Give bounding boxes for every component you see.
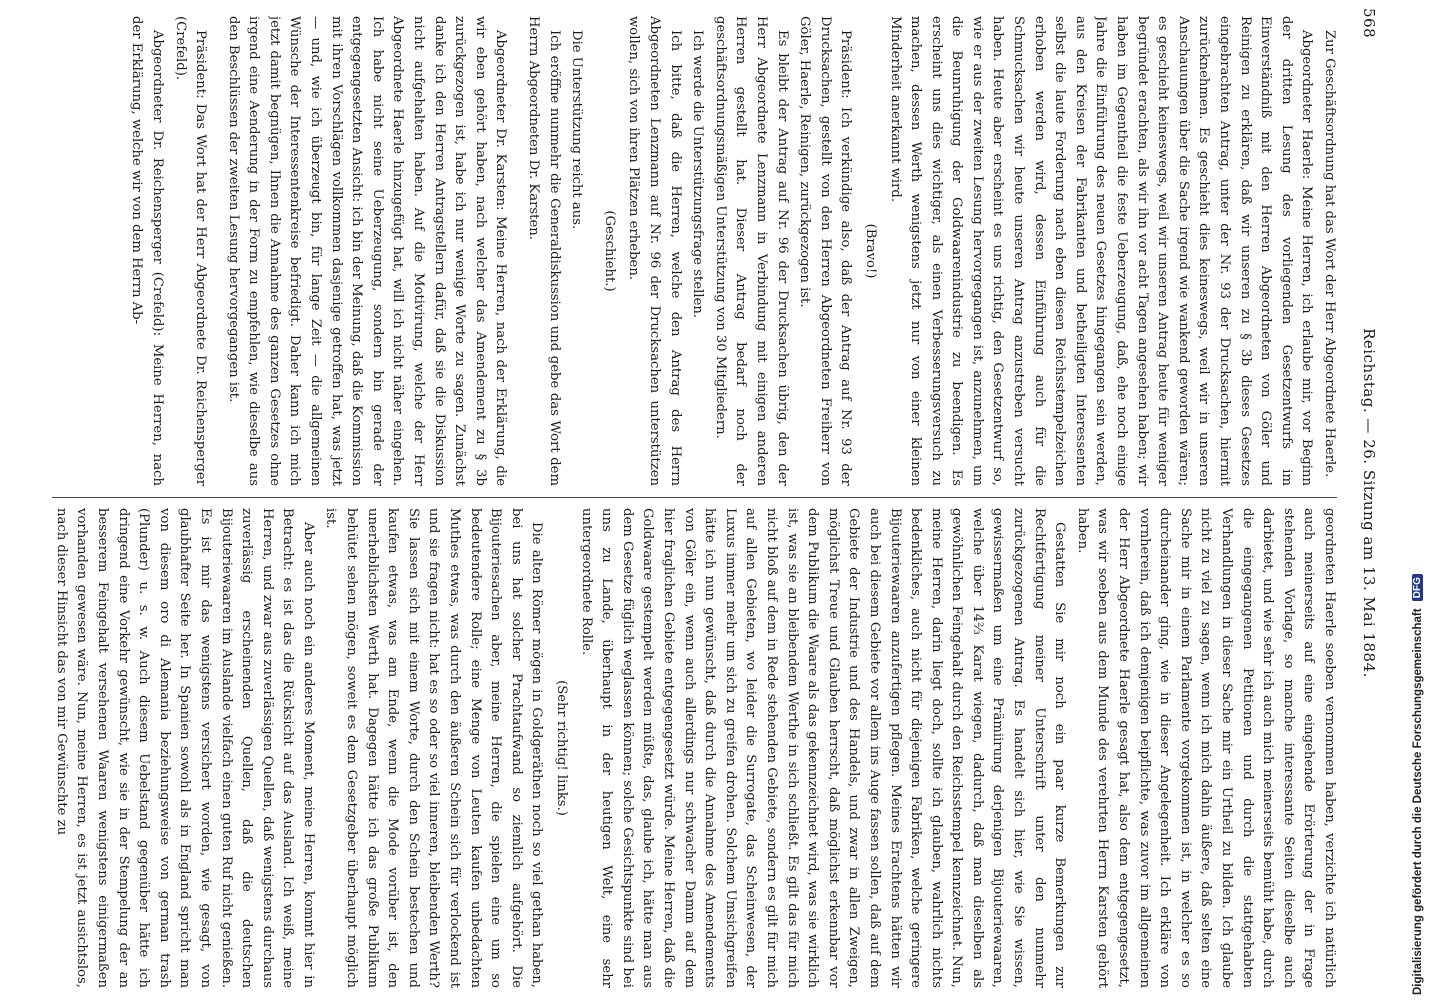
paragraph: Ich eröffne nunmehr die Generaldiskussion und gebe das Wort dem Herrn Abgeordneten Dr. Karsten.	[526, 16, 562, 486]
paragraph: Abgeordneter Dr. Karsten: Meine Herren, nach der Erklärung, die wir eben gehört haben, nach welcher das Amendement zu § 3b zurückgezogen ist, habe ich nur wenige Worte zu sagen. Zunächst danke ich den Herren Antragstellern dafür, daß sie die Diskussion nicht aufgehalten haben. Auf die Motivirung, welche der Herr Abgeordnete Haerle hinzugefügt hat, will ich nicht näher eingehen. Ich habe nicht seine Ueberzeugung, sondern bin gerade der entgegengesetzten Ansicht: ich bin der Meinung, daß die Kommission mit ihren Vorschlägen vollkommen dasjenige getroffen hat, was jetzt — und, wie ich überzeugt bin, für lange Zeit — die allgemeinen Wünsche der Interessentenkreise befriedigt. Daher kann ich mich jetzt damit begnügen, Ihnen die Annahme des ganzen Gesetzes ohne irgend eine Aenderung in der Form zu empfehlen, wie dieselbe aus den Beschlüssen der zweiten Lesung hervorgegangen ist.	[225, 16, 509, 486]
paragraph: Ich bitte, daß die Herren, welche den Antrag des Herrn Abgeordneten Lenzmann auf Nr. 96 der Drucksachen unterstützen wollen, sich von ihren Plätzen erheben.	[626, 16, 683, 486]
dfg-logo: DFG	[1412, 574, 1423, 601]
rotated-document-page	[34, 8, 1389, 998]
interjection: (Geschieht.)	[601, 210, 617, 292]
paragraph: Aber auch noch ein anderes Moment, meine Herren, kommt hier in Betracht: es ist das die Rücksicht auf das Ausland. Ich weiß, meine Herren, und zwar aus zuverlässigen Quellen, daß wenigstens durchaus zuverlässig erscheinenden Quellen, daß die deutschen Bijouteriewaaren im Auslande vielfach einen guten Ruf nicht genießen. Es ist mir das wenigstens versichert worden, wie gesagt, von glaubhafter Seite her. In Spanien sowohl als in England spricht man von diesem oro di Alemania beziehungsweise von german trash (Plunder) u. s. w. Auch diesem Uebelstand gegenüber hätte ich dringend eine Vorkehr gewünscht, wie sie in der Stempelung der an besserem Feingehalt versehenen Waaren wenigstens einigermaßen vorhanden gewesen wäre. Nun, meine Herren, es ist jetzt ausichtslos, nach dieser Hinsicht das von mir Gewünschte zu	[53, 508, 316, 988]
column-divider	[52, 497, 1337, 498]
paragraph: Gestatten Sie mir noch ein paar kurze Bemerkungen zur Rechtfertigung meiner Unterschrift unter den nunmehr zurückgezogenen Antrag. Es handelt sich hier, wie Sie wissen, gewissermaßen um eine Prämiirung derjenigen Bijouteriewaaren, welche über 14⅔ Karat wiegen, dadurch, daß man dieselben als gewöhnlichen Feingehalt durch den Reichsstempel kennzeichnet. Nun, meine Herren, darin liegt doch, sollte ich glauben, wahrlich nichts bedenkliches, auch nicht für diejenigen Fabriken, welche geringere Bijouteriewaaren anzufertigen pflegen. Meines Erachtens hätten wir auch bei diesem Gebiete vor allem ins Auge fassen sollen, daß auf dem Gebiete der Industrie und des Handels, und zwar in allen Zweigen, möglichst Treue und Glauben herrscht, daß möglichst erkennbar vor dem Publikum die Waare als das gekennzeichnet wird, was sie wirklich ist, was sie an bleibendem Werthe in sich schließt. Es gilt das für mich nicht bloß auf dem in Rede stehenden Gebiete, sondern es gilt für mich auf allen Gebieten, wo leider die Surrogate, das Scheinwesen, der Luxus immer mehr um sich zu greifen drohen. Solchem Umsichgreifen hätte ich nun gewünscht, daß durch die Annahme des Amendements von Göler ein, wenn auch allerdings nur schwacher Damm auf dem hier fraglichen Gebiete entgegengesetzt würde. Meine Herren, daß die Goldwaare gestempelt werden müßte, das, glaube ich, hätte man aus dem Gesetze füglich weglassen können; solche Gesichtspunkte sind bei uns zu Lande, überhaupt in der heutigen Welt, eine sehr untergeordnete Rolle.	[578, 508, 1068, 988]
running-title: Reichstag. — 26. Sitzung am 13. Mai 1884.	[1360, 328, 1378, 678]
paragraph: Es bleibt der Antrag auf Nr. 96 der Drucksachen übrig, den der Herr Abgeordnete Lenzmann in Verbindung mit einigen anderen Herren gestellt hat. Dieser Antrag bedarf noch der geschäftsordnungsmäßigen Unterstützung von 30 Mitgliedern.	[712, 16, 790, 486]
page-number: 568	[1360, 8, 1378, 39]
paragraph: geordneten Haerle soeben vernommen haben, verzichte ich natürlich auch meinerseits auf eine eingehende Erörterung der in Frage stehenden Vorlage, so manche interessante Seiten dieselbe auch darbietet, und wie sehr ich auch mich meinerseits bemüht habe, durch die eingegangenen Petitionen und durch die stattgehabten Verhandlungen in dieser Sache mir ein Urtheil zu bilden. Ich glaube nicht zu viel zu sagen, wenn ich mich dahin äußere, daß selten eine Sache mir in einem Parlamente vorgekommen ist, in welcher es so durcheinander ging, wie in dieser Angelegenheit. Ich erkläre von vornherein, daß ich demjenigen beipflichte, was zuvor im allgemeinen der Herr Abgeordnete Haerle gesagt hat, also dem entgegengesetzt, was wir soeben aus dem Munde des verehrten Herrn Karsten gehört haben.	[1074, 508, 1337, 988]
paragraph: Die alten Römer mögen in Goldgeräthen noch so viel gethan haben, bei uns hat solcher Prachtaufwand so ziemlich aufgehört. Die Bijouteriesachen aber, meine Herren, die spielen eine um so bedeutendere Rolle; eine Menge von Leuten kaufen unbedachten Muthes etwas, was durch den äußeren Schein sich für verlockend ist und sie fragen nicht: hat es so oder so viel inneren, bleibenden Werth? Sie lassen sich mit einem Worte, durch den Schein bestechen und kaufen etwas, was am Ende, wenn die Mode vorüber ist, den unerheblichsten Werth hat. Dagegen hätte ich das große Publikum behütet sehen mögen, soweit es dem Gesetzgeber überhaupt möglich ist.	[323, 508, 545, 988]
paragraph: Präsident: Das Wort hat der Herr Abgeordnete Dr. Reichensperger (Crefeld).	[172, 16, 209, 486]
interjection: (Bravo!)	[862, 223, 878, 279]
paragraph: Abgeordneter Haerle: Meine Herren, ich erlaube mir, vor Beginn der dritten Lesung des vorliegenden Gesetzentwurfs im Einverständniß mit den Herren Abgeordneten von Göler und Reinigen zu erklären, daß wir unseren zu § 3b dieses Gesetzes eingebrachten Antrag, unter der Nr. 93 der Drucksachen, hiermit zurücknehmen. Es geschieht dies keineswegs, weil wir in unseren Anschauungen über die Sache irgend wie wankend geworden wären; es geschieht keineswegs, weil wir unseren Antrag heute für weniger begründet erachten, als wir ihn vor acht Tagen angesehen haben; wir haben im Gegentheil die feste Ueberzeugung, daß, ehe noch einige Jahre die Einführung des neuen Gesetzes hingegangen sein werden, aus den Kreisen der Fabrikanten und betheiligten Interessenten selbst die laute Forderung nach eben diesen Reichsstempelzeichen erhoben werden wird, dessen Einführung auch für die Schmucksachen wir heute unseren Antrag anzustreben versucht haben. Heute aber erscheint es uns richtig, den Gesetzentwurf so, wie er aus der zweiten Lesung hervorgegangen ist, anzunehmen, um die Beunruhigung der Goldwaarenindustrie zu beendigen. Es erscheint uns dies wichtiger, als einen Verbesserungsversuch zu machen, dessen Werth wenigstens jetzt nur von einer kleinen Minderheit anerkannt wird.	[887, 16, 1315, 486]
credit-text: Digitalisierung gefördert durch die Deutsche Forschungsgemeinschaft	[1412, 608, 1424, 995]
left-column	[49, 16, 1339, 486]
paragraph: Ich werde die Unterstützungsfrage stellen.	[690, 30, 706, 319]
paragraph: Abgeordneter Dr. Reichensperger (Crefeld): Meine Herren, nach der Erklärung, welche wir von dem Herrn Ab-	[129, 16, 165, 486]
paragraph: Präsident: Ich verkündige also, daß der Antrag auf Nr. 93 der Drucksachen, gestellt von den Herren Abgeordneten Freiherr von Göler, Haerle, Reinigen, zurückgezogen ist.	[797, 16, 854, 486]
running-head	[1349, 8, 1389, 998]
right-column	[49, 508, 1339, 988]
digitization-credit	[1412, 574, 1424, 995]
paragraph: Die Unterstützung reicht aus.	[569, 30, 585, 230]
paragraph: Zur Geschäftsordnung hat das Wort der Herr Abgeordnete Haerle.	[1322, 30, 1337, 478]
interjection: (Sehr richtig! links.)	[554, 680, 570, 816]
